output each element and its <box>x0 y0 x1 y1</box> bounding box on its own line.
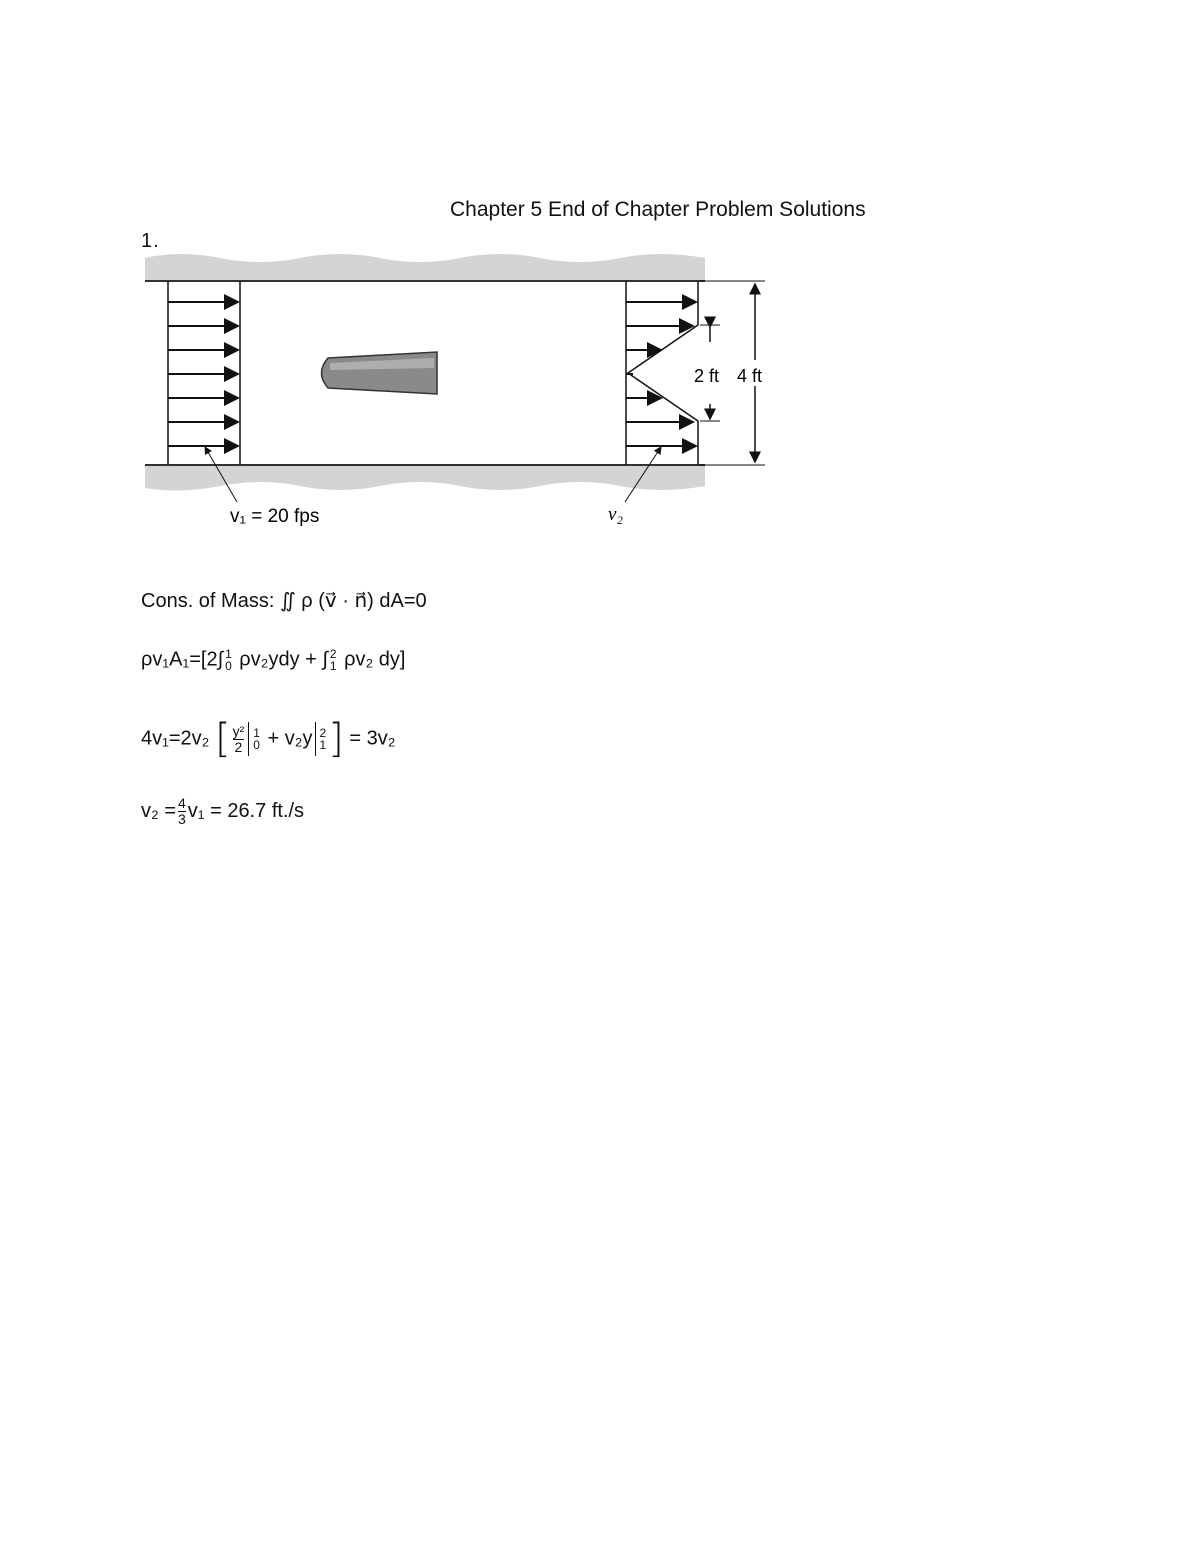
eval-bar <box>248 722 249 756</box>
equation-conservation-of-mass <box>141 588 427 613</box>
lower-limit: 1 <box>329 659 337 673</box>
eq3-mid: + v₂y <box>261 727 313 750</box>
upper-limit: 2 <box>329 647 337 661</box>
eval-bar <box>315 722 316 756</box>
eq1-body: ∬ ρ (v⃗ · n⃗) dA=0 <box>279 590 427 612</box>
eq2-integral-1: ∫ <box>217 648 224 671</box>
equation-evaluated <box>141 716 396 762</box>
inlet-velocity-profile <box>168 281 240 465</box>
eq2-lhs: ρv₁A₁=[2 <box>141 648 218 671</box>
eq3-limits-1 <box>253 727 260 751</box>
problem-number: 1. <box>141 230 160 252</box>
eq3-rhs: = 3v₂ <box>343 727 396 750</box>
equation-mass-flow <box>141 648 405 672</box>
eq2-rhs: ρv₂ dy] <box>338 648 406 671</box>
lower-limit: 0 <box>225 659 232 673</box>
eq3-fraction <box>233 724 245 755</box>
eq2-limits-1 <box>225 648 232 672</box>
flow-diagram <box>140 250 800 540</box>
eq1-prefix: Cons. of Mass: <box>141 590 280 612</box>
body-shape <box>322 352 438 394</box>
lower-limit: 1 <box>319 738 327 752</box>
bottom-wall <box>145 466 705 491</box>
page-title: Chapter 5 End of Chapter Problem Solutions <box>450 198 866 221</box>
numerator: y² <box>232 722 245 739</box>
dim-4ft-label: 4 ft <box>737 366 763 386</box>
right-bracket: ] <box>328 716 344 762</box>
top-wall <box>145 254 705 280</box>
eq2-limits-2 <box>330 648 337 672</box>
eq2-mid: ρv₂ydy + <box>233 648 323 671</box>
equation-result <box>141 796 304 827</box>
v1-label: v₁ = 20 fps <box>230 506 320 527</box>
dim-2ft-label: 2 ft <box>694 366 720 386</box>
eq3-lhs: 4v₁=2v₂ <box>141 727 210 750</box>
eq4-rhs: v₁ = 26.7 ft./s <box>187 799 305 822</box>
upper-limit: 1 <box>253 726 260 740</box>
upper-limit: 2 <box>319 726 327 740</box>
eq2-integral-2: ∫ <box>322 648 328 671</box>
denominator: 3 <box>178 811 186 827</box>
upper-limit: 1 <box>225 647 232 661</box>
numerator: 4 <box>178 795 186 811</box>
lower-limit: 0 <box>253 738 260 752</box>
left-bracket: [ <box>215 716 231 762</box>
eq4-lhs: v₂ = <box>141 799 176 822</box>
v2-label: v₂ <box>608 504 624 525</box>
outlet-velocity-profile <box>626 281 698 465</box>
eq3-limits-2 <box>320 727 327 751</box>
eq4-fraction <box>178 796 186 827</box>
denominator: 2 <box>234 738 243 755</box>
